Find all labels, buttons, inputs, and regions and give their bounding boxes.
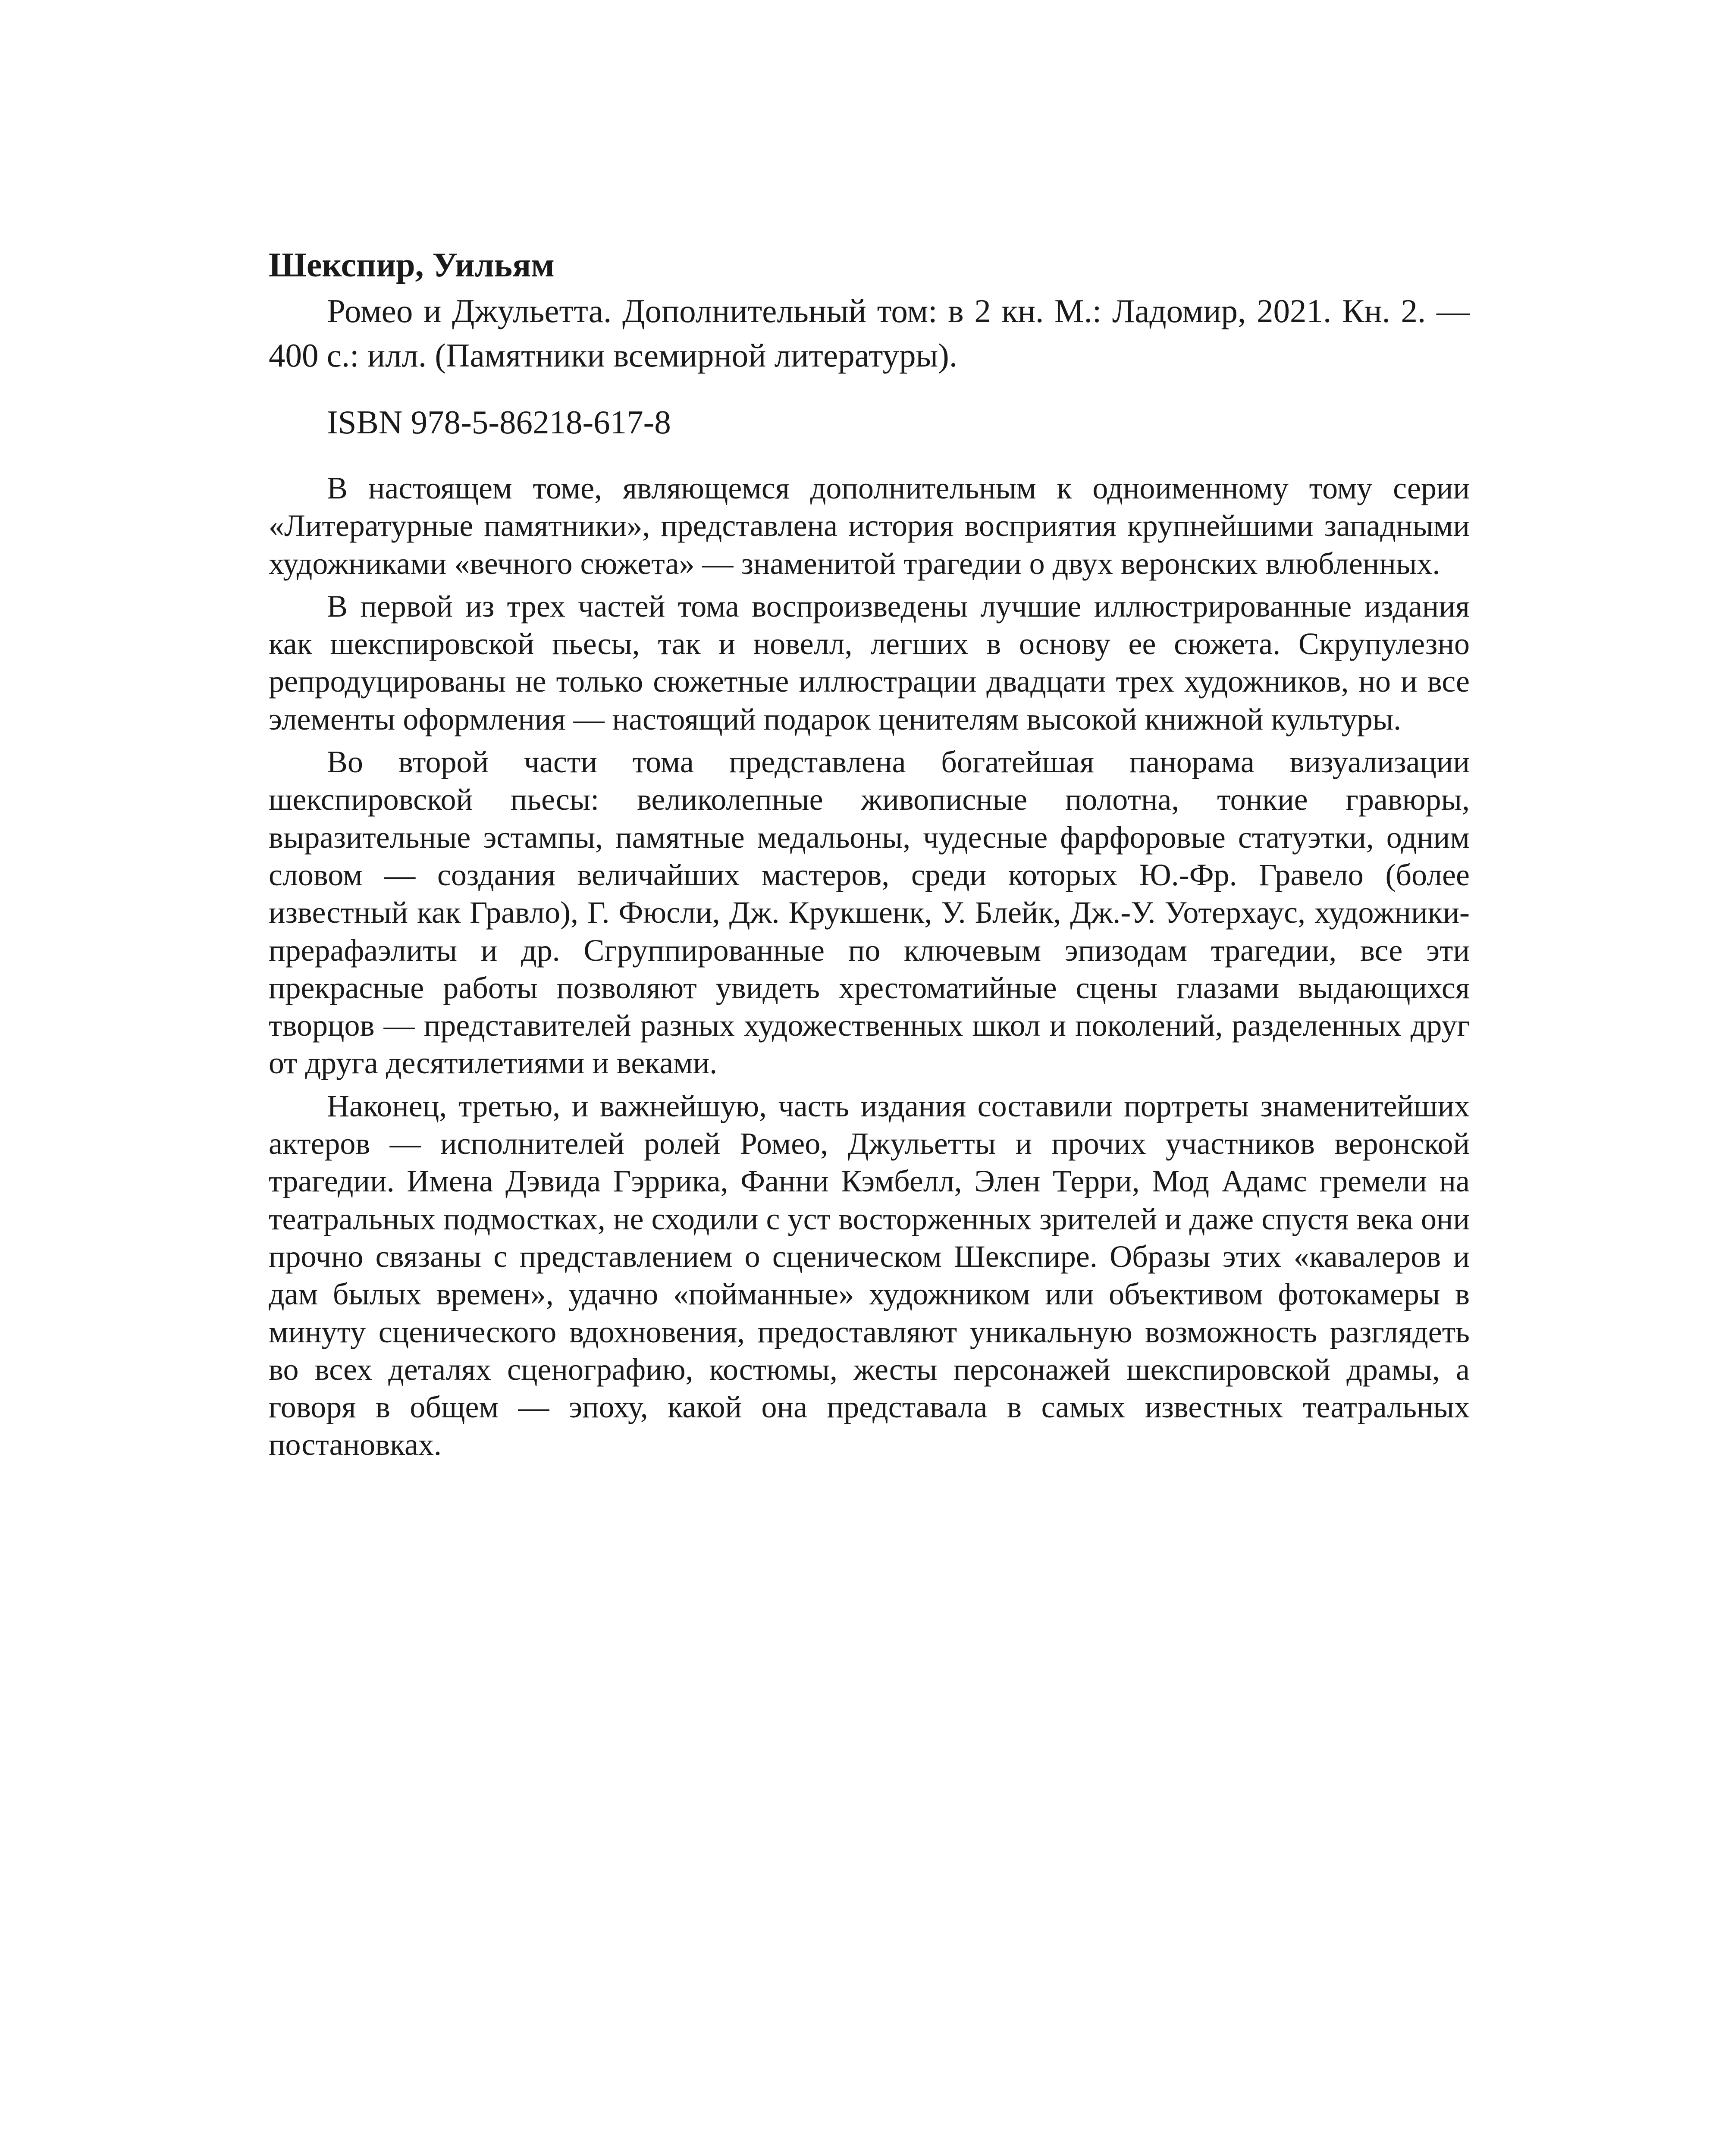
- annotation-paragraph: В настоящем томе, являющемся дополнительным к одноименному тому серии «Литературные памятники», представлена история восприятия крупнейшими западными художниками «вечного сюжета» — знаменитой трагедии о двух веронских влюбленных.: [269, 471, 1470, 581]
- annotation-paragraph: В первой из трех частей тома воспроизведены лучшие иллюстрированные издания как шекспировской пьесы, так и новелл, легших в основу ее сюжета. Скрупулезно репродуцированы не только сюжетные иллюстрации двадцати трех художников, но и все элементы оформления — настоящий подарок ценителям высокой книжной культуры.: [269, 589, 1470, 736]
- annotation: [269, 470, 1470, 1464]
- catalog-record: [269, 241, 1470, 1469]
- annotation-paragraph: Во второй части тома представлена богатейшая панорама визуализации шекспировской пьесы: великолепные живописные полотна, тонкие гравюры, выразительные эстампы, памятные медальоны, чудесные фарфоровые статуэтки, одним словом — создания величайших мастеров, среди которых Ю.-Фр. Гравело (более известный как Гравло), Г. Фюсли, Дж. Крукшенк, У. Блейк, Дж.-У. Уотерхаус, художники-прерафаэлиты и др. Сгруппированные по ключевым эпизодам трагедии, все эти прекрасные работы позволяют увидеть хрестоматийные сцены глазами выдающихся творцов — представителей разных художественных школ и поколений, разделенных друг от друга десятилетиями и веками.: [269, 745, 1470, 1081]
- annotation-paragraph: Наконец, третью, и важнейшую, часть издания составили портреты знаменитейших актеров — исполнителей ролей Ромео, Джульетты и прочих участников веронской трагедии. Имена Дэвида Гэррика, Фанни Кэмбелл, Элен Терри, Мод Адамс гремели на театральных подмостках, не сходили с уст восторженных зрителей и даже спустя века они прочно связаны с представлением о сценическом Шекспире. Образы этих «кавалеров и дам былых времен», удачно «пойманные» художником или объективом фотокамеры в минуту сценического вдохновения, предоставляют уникальную возможность разглядеть во всех деталях сценографию, костюмы, жесты персонажей шекспировской драмы, а говоря в общем — эпоху, какой она представала в самых известных театральных постановках.: [269, 1088, 1470, 1462]
- isbn: ISBN 978-5-86218-617-8: [327, 404, 671, 441]
- author-heading: Шекспир, Уильям: [269, 246, 555, 284]
- bibliographic-reference: Ромео и Джульетта. Дополнительный том: в 2 кн. М.: Ладомир, 2021. Кн. 2. — 400 с.: илл. (Памятники всемирной литературы).: [269, 292, 1470, 374]
